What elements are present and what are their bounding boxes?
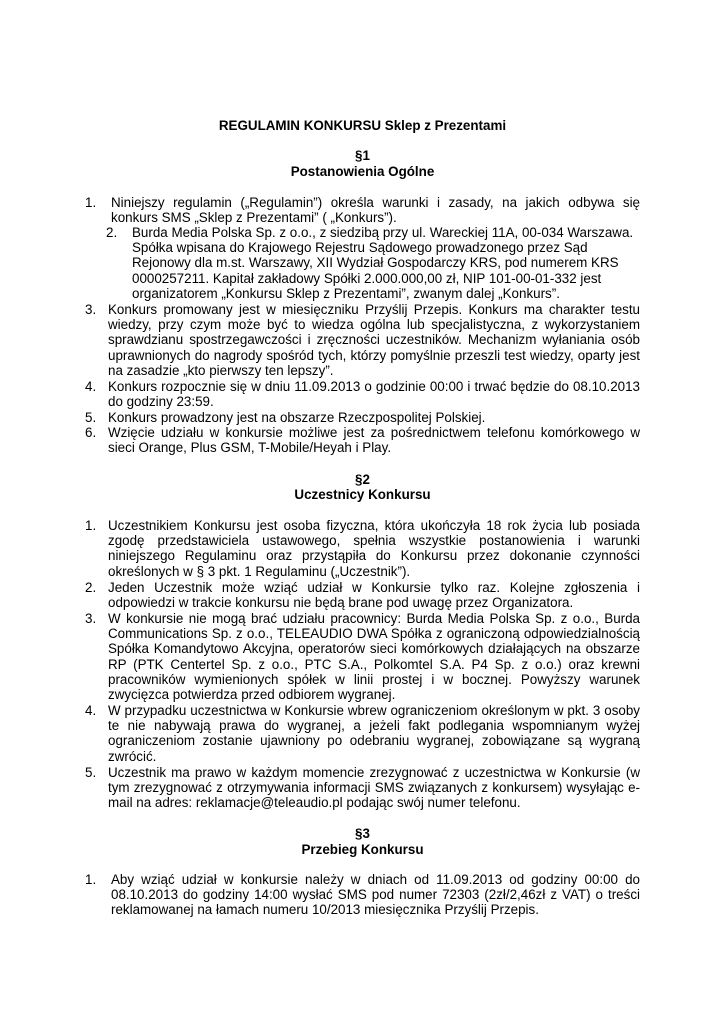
list-item-text: Konkurs rozpocznie się w dniu 11.09.2013 o godzinie 00:00 i trwać będzie do 08.10.2013 do godziny 23:59. [108,379,640,410]
section-1-heading: Postanowienia Ogólne [290,164,435,179]
section-3-heading: Przebieg Konkursu [301,842,424,857]
list-item-text: Jeden Uczestnik może wziąć udział w Konkursie tylko raz. Kolejne zgłoszenia i odpowiedzi w trakcie konkursu nie będą brane pod uwagę przez Organizatora. [108,580,640,611]
list-item-number: 5. [85,410,97,425]
list-item-text: Niniejszy regulamin („Regulamin”) określa warunki i zasady, na jakich odbywa się konkurs SMS „Sklep z Prezentami” ( „Konkurs”). [111,195,640,226]
section-2-number: §2 [355,472,370,487]
list-item-text: W przypadku uczestnictwa w Konkursie wbrew ograniczeniom określonym w pkt. 3 osoby te nie nabywają prawa do wygranej, a jeżeli fakt podlegania wspomnianym wyżej ograniczeniom zostanie ujawniony po odebraniu wygranej, zobowiązane są wygraną zwrócić. [108,703,640,764]
list-item-number: 5. [85,765,97,780]
list-item-text: Burda Media Polska Sp. z o.o., z siedzibą przy ul. Wareckiej 11A, 00-034 Warszawa. Spółka wpisana do Krajowego Rejestru Sądowego prowadzonego przez Sąd Rejonowy dla m.st. Warszawy, XII Wydział Gospodarczy KRS, pod numerem KRS 0000257211. Kapitał zakładowy Spółki 2.000.000,00 zł, NIP 101-00-01-332 jest organizatorem „Konkursu Sklep z Prezentami”, zwanym dalej „Konkurs”. [132,225,634,301]
list-item-text: Konkurs promowany jest w miesięczniku Przyślij Przepis. Konkurs ma charakter testu wiedzy, przy czym może być to wiedza ogólna lub specjalistyczna, z wykorzystaniem sprawdzianu spostrzegawczości i zręczności uczestników. Mechanizm wyłaniania osób uprawnionych do nagrody spośród tych, którzy pomyślnie przeszli test wiedzy, oparty jest na zasadzie „kto pierwszy ten lepszy”. [108,302,640,378]
section-1-number: §1 [355,148,370,163]
list-item-number: 1. [85,195,97,210]
list-item-text: Wzięcie udziału w konkursie możliwe jest za pośrednictwem telefonu komórkowego w sieci Orange, Plus GSM, T-Mobile/Heyah i Play. [108,425,640,456]
list-item-number: 3. [85,302,97,317]
list-item-text: Aby wziąć udział w konkursie należy w dniach od 11.09.2013 od godziny 00:00 do 08.10.2013 do godziny 14:00 wysłać SMS pod numer 72303 (2zł/2,46zł z VAT) o treści reklamowanej na łamach numeru 10/2013 miesięcznika Przyślij Przepis. [111,872,640,918]
list-item-number: 4. [85,703,97,718]
list-item-text: Uczestnikiem Konkursu jest osoba fizyczna, która ukończyła 18 rok życia lub posiada zgodę przedstawiciela ustawowego, spełnia wszystkie postanowienia i warunki niniejszego Regulaminu oraz przystąpiła do Konkursu przez dokonanie czynności określonych w § 3 pkt. 1 Regulaminu („Uczestnik”). [108,518,640,579]
list-item-text: Uczestnik ma prawo w każdym momencie zrezygnować z uczestnictwa w Konkursie (w tym zrezygnować z otrzymywania informacji SMS związanych z konkursem) wysyłając e-mail na adres: reklamacje@teleaudio.pl podając swój numer telefonu. [108,765,640,811]
section-2-heading: Uczestnicy Konkursu [294,487,431,502]
list-item-number: 4. [85,379,97,394]
list-item-number: 1. [85,872,97,887]
list-item-text: W konkursie nie mogą brać udziału pracownicy: Burda Media Polska Sp. z o.o., Burda Communications Sp. z o.o., TELEAUDIO DWA Spółka z ograniczoną odpowiedzialnością Spółka Komandytowo Akcyjna, operatorów sieci komórkowych działających na obszarze RP (PTK Centertel Sp. z o.o., PTC S.A., Polkomtel S.A. P4 Sp. z o.o.) oraz krewni pracowników wymienionych spółek w linii prostej i w bocznej. Powyższy warunek zwycięzca potwierdza przed odbiorem wygranej. [108,611,640,703]
section-3-number: §3 [355,826,370,841]
list-item-number: 2. [106,225,118,240]
list-item-number: 3. [85,611,97,626]
list-item-number: 2. [85,580,97,595]
list-item-number: 6. [85,425,97,440]
list-item-number: 1. [85,518,97,533]
list-item-text: Konkurs prowadzony jest na obszarze Rzeczpospolitej Polskiej. [108,410,486,425]
document-title: REGULAMIN KONKURSU Sklep z Prezentami [218,118,507,133]
